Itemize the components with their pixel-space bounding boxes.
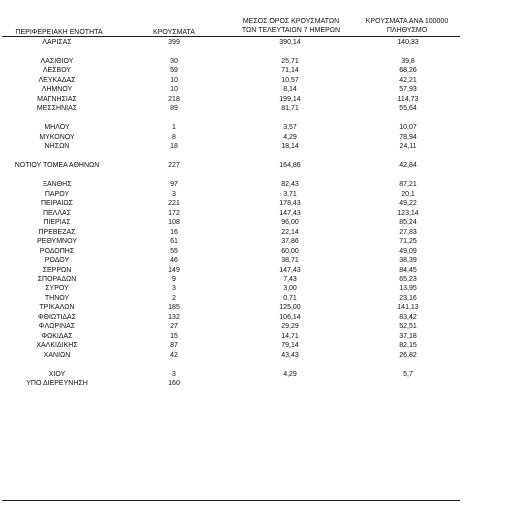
per100k-cell: 13,95 bbox=[399, 285, 417, 293]
avg7-cell: 178,43 bbox=[279, 200, 301, 208]
cases-cell: 185 bbox=[168, 304, 180, 312]
table-row bbox=[0, 379, 510, 388]
avg7-cell: 147,43 bbox=[279, 209, 301, 217]
table-spacer-row bbox=[0, 152, 510, 161]
table-row bbox=[0, 303, 510, 312]
table-row bbox=[0, 104, 510, 113]
per100k-cell: 49,22 bbox=[399, 200, 417, 208]
avg7-cell: 106,14 bbox=[279, 313, 301, 321]
cases-cell: 59 bbox=[170, 67, 178, 75]
avg7-cell: 0,71 bbox=[283, 294, 297, 302]
unit-name-cell: ΧΙΟΥ bbox=[48, 370, 66, 378]
table-row bbox=[0, 228, 510, 237]
avg7-cell: 22,14 bbox=[281, 228, 299, 236]
table-spacer-row bbox=[0, 360, 510, 369]
unit-name-cell: ΡΟΔΟΠΗΣ bbox=[39, 247, 75, 255]
avg7-cell: 7,43 bbox=[283, 276, 297, 283]
per100k-cell: 123,14 bbox=[397, 209, 419, 217]
per100k-cell: 10,07 bbox=[399, 124, 417, 132]
avg7-cell: 3,71 bbox=[283, 190, 297, 198]
cases-cell: 227 bbox=[168, 162, 180, 170]
cases-cell: 1 bbox=[172, 124, 176, 132]
unit-name-cell: ΝΗΣΩΝ bbox=[44, 143, 70, 151]
column-header-cases: ΚΡΟΥΣΜΑΤΑ bbox=[153, 29, 195, 36]
per100k-cell: 82,15 bbox=[399, 342, 417, 350]
cases-cell: 132 bbox=[168, 313, 180, 321]
unit-name-cell: ΠΑΡΟΥ bbox=[44, 190, 70, 198]
table-row bbox=[0, 218, 510, 227]
per100k-cell: 23,16 bbox=[399, 294, 417, 302]
avg7-cell: 147,43 bbox=[279, 266, 301, 274]
unit-name-cell: ΞΑΝΘΗΣ bbox=[42, 181, 72, 189]
cases-cell: 61 bbox=[170, 238, 178, 246]
header-rule bbox=[2, 36, 460, 37]
unit-name-cell: ΜΑΓΝΗΣΙΑΣ bbox=[37, 95, 77, 103]
column-header-unit: ΠΕΡΙΦΕΡΕΙΑΚΗ ΕΝΟΤΗΤΑ bbox=[15, 29, 103, 36]
avg7-cell: 199,14 bbox=[279, 95, 301, 103]
avg7-cell: 18,14 bbox=[281, 143, 299, 151]
table-spacer-row bbox=[0, 47, 510, 56]
avg7-cell: 390,14 bbox=[279, 39, 301, 46]
per100k-cell: 52,51 bbox=[399, 323, 417, 331]
per100k-cell: 84,45 bbox=[399, 266, 417, 274]
unit-name-cell: ΧΑΛΚΙΔΙΚΗΣ bbox=[36, 342, 78, 350]
cases-cell: 27 bbox=[170, 323, 178, 331]
table-row bbox=[0, 294, 510, 303]
avg7-cell: 43,43 bbox=[281, 351, 299, 359]
cases-cell: 18 bbox=[170, 143, 178, 151]
column-header-per100k-line1: ΚΡΟΥΣΜΑΤΑ ΑΝΑ 100000 bbox=[365, 18, 449, 25]
per100k-cell: 114,73 bbox=[397, 95, 419, 103]
unit-name-cell: ΡΟΔΟΥ bbox=[44, 257, 70, 265]
per100k-cell: 26,82 bbox=[399, 351, 417, 359]
table-row bbox=[0, 322, 510, 331]
cases-cell: 221 bbox=[168, 200, 180, 208]
per100k-cell: 5,7 bbox=[403, 370, 413, 378]
unit-name-cell: ΣΥΡΟΥ bbox=[45, 285, 69, 293]
cases-cell: 149 bbox=[168, 266, 180, 274]
unit-name-cell: ΜΥΚΟΝΟΥ bbox=[39, 133, 75, 141]
unit-name-cell: ΤΡΙΚΑΛΩΝ bbox=[39, 304, 75, 312]
per100k-cell: 85,24 bbox=[399, 219, 417, 227]
unit-name-cell: ΦΛΩΡΙΝΑΣ bbox=[38, 323, 76, 331]
avg7-cell: 81,71 bbox=[281, 105, 299, 113]
avg7-cell: 4,29 bbox=[283, 133, 297, 141]
table-row bbox=[0, 76, 510, 85]
cases-cell: 16 bbox=[170, 228, 178, 236]
unit-name-cell: ΦΘΙΩΤΙΔΑΣ bbox=[37, 313, 77, 321]
table-spacer-row bbox=[0, 114, 510, 123]
unit-name-cell: ΤΗΝΟΥ bbox=[44, 294, 70, 302]
per100k-cell: 140,33 bbox=[397, 39, 419, 46]
per100k-cell: 78,94 bbox=[399, 133, 417, 141]
avg7-cell: 14,71 bbox=[281, 332, 299, 340]
per100k-cell: 42,21 bbox=[399, 76, 417, 84]
cases-cell: 3 bbox=[172, 370, 176, 378]
column-header-avg7-line2: ΤΩΝ ΤΕΛΕΥΤΑΙΩΝ 7 ΗΜΕΡΩΝ bbox=[241, 27, 341, 34]
unit-name-cell: ΛΑΡΙΣΑΣ bbox=[42, 39, 72, 46]
unit-name-cell: ΧΑΝΙΩΝ bbox=[43, 351, 71, 359]
table-row bbox=[0, 161, 510, 170]
cases-cell: 9 bbox=[172, 276, 176, 283]
cases-cell: 10 bbox=[170, 76, 178, 84]
table-row bbox=[0, 66, 510, 75]
per100k-cell: 27,83 bbox=[399, 228, 417, 236]
unit-name-cell: ΛΑΣΙΘΙΟΥ bbox=[40, 57, 74, 65]
avg7-cell: 4,29 bbox=[283, 370, 297, 378]
per100k-cell: 20,1 bbox=[401, 190, 415, 198]
cases-cell: 218 bbox=[168, 95, 180, 103]
table-row bbox=[0, 38, 510, 47]
table-row bbox=[0, 313, 510, 322]
unit-name-cell: ΜΕΣΣΗΝΙΑΣ bbox=[36, 105, 78, 113]
avg7-cell: 3,00 bbox=[283, 285, 297, 293]
unit-name-cell: ΣΕΡΡΩΝ bbox=[42, 266, 72, 274]
table-row bbox=[0, 57, 510, 66]
cases-cell: 15 bbox=[170, 332, 178, 340]
table-row bbox=[0, 256, 510, 265]
per100k-cell: 83,42 bbox=[399, 313, 417, 321]
cases-cell: 46 bbox=[170, 257, 178, 265]
avg7-cell: 164,86 bbox=[279, 162, 301, 170]
table-row bbox=[0, 95, 510, 104]
footer-rule bbox=[2, 500, 460, 501]
per100k-cell: 87,21 bbox=[399, 181, 417, 189]
cases-cell: 55 bbox=[170, 247, 178, 255]
cases-cell: 3 bbox=[172, 285, 176, 293]
table-row bbox=[0, 142, 510, 151]
avg7-cell: 125,00 bbox=[279, 304, 301, 312]
cases-cell: 8 bbox=[172, 133, 176, 141]
table-row bbox=[0, 199, 510, 208]
unit-name-cell: ΛΕΣΒΟΥ bbox=[42, 67, 72, 75]
table-row bbox=[0, 284, 510, 293]
unit-name-cell: ΜΗΛΟΥ bbox=[44, 124, 70, 132]
cases-cell: 399 bbox=[168, 39, 180, 46]
avg7-cell: 25,71 bbox=[281, 57, 299, 65]
unit-name-cell: ΣΠΟΡΑΔΩΝ bbox=[37, 276, 77, 283]
table-row bbox=[0, 190, 510, 199]
unit-name-cell: ΠΙΕΡΙΑΣ bbox=[43, 219, 71, 227]
cases-cell: 172 bbox=[168, 209, 180, 217]
avg7-cell: 96,00 bbox=[281, 219, 299, 227]
cases-cell: 160 bbox=[168, 380, 180, 388]
cases-cell: 10 bbox=[170, 86, 178, 94]
per100k-cell: 39,8 bbox=[401, 57, 415, 65]
table-row bbox=[0, 275, 510, 284]
table-row bbox=[0, 180, 510, 189]
table-row bbox=[0, 370, 510, 379]
unit-name-cell: ΠΕΛΛΑΣ bbox=[42, 209, 72, 217]
unit-name-cell: ΛΕΥΚΑΔΑΣ bbox=[38, 76, 76, 84]
header-region-avg7 bbox=[232, 17, 350, 35]
unit-name-cell: ΠΡΕΒΕΖΑΣ bbox=[38, 228, 76, 236]
table-row bbox=[0, 133, 510, 142]
avg7-cell: 37,86 bbox=[281, 238, 299, 246]
per100k-cell: 65,23 bbox=[399, 276, 417, 283]
per100k-cell: 141,13 bbox=[397, 304, 419, 312]
cases-cell: 42 bbox=[170, 351, 178, 359]
avg7-cell: 71,14 bbox=[281, 67, 299, 75]
cases-cell: 108 bbox=[168, 219, 180, 227]
cases-cell: 97 bbox=[170, 181, 178, 189]
table-row bbox=[0, 351, 510, 360]
table-row bbox=[0, 266, 510, 275]
column-header-per100k-line2: ΠΛΗΘΥΣΜΟ bbox=[386, 27, 428, 34]
avg7-cell: 38,71 bbox=[281, 257, 299, 265]
cases-cell: 87 bbox=[170, 342, 178, 350]
table-row bbox=[0, 341, 510, 350]
per100k-cell: 68,26 bbox=[399, 67, 417, 75]
avg7-cell: 29,29 bbox=[281, 323, 299, 331]
cases-cell: 3 bbox=[172, 190, 176, 198]
table-row bbox=[0, 85, 510, 94]
table-row bbox=[0, 123, 510, 132]
avg7-cell: 10,57 bbox=[281, 76, 299, 84]
unit-name-cell: ΥΠΟ ΔΙΕΡΕΥΝΗΣΗ bbox=[26, 380, 88, 388]
per100k-cell: 49,09 bbox=[399, 247, 417, 255]
unit-name-cell: ΛΗΜΝΟΥ bbox=[41, 86, 73, 94]
per100k-cell: 37,18 bbox=[399, 332, 417, 340]
avg7-cell: 82,43 bbox=[281, 181, 299, 189]
cases-cell: 89 bbox=[170, 105, 178, 113]
unit-name-cell: ΠΕΙΡΑΙΩΣ bbox=[41, 200, 73, 208]
table-row bbox=[0, 209, 510, 218]
avg7-cell: 79,14 bbox=[281, 342, 299, 350]
cases-cell: 2 bbox=[172, 294, 176, 302]
table-row bbox=[0, 237, 510, 246]
per100k-cell: 38,39 bbox=[399, 257, 417, 265]
per100k-cell: 42,84 bbox=[399, 162, 417, 170]
unit-name-cell: ΝΟΤΙΟΥ ΤΟΜΕΑ ΑΘΗΝΩΝ bbox=[14, 162, 100, 170]
per100k-cell: 55,64 bbox=[399, 105, 417, 113]
avg7-cell: 8,14 bbox=[283, 86, 297, 94]
avg7-cell: 60,00 bbox=[281, 247, 299, 255]
unit-name-cell: ΡΕΘΥΜΝΟΥ bbox=[36, 238, 77, 246]
table-row bbox=[0, 332, 510, 341]
cases-cell: 30 bbox=[170, 57, 178, 65]
per100k-cell: 57,93 bbox=[399, 86, 417, 94]
column-header-avg7-line1: ΜΕΣΟΣ ΟΡΟΣ ΚΡΟΥΣΜΑΤΩΝ bbox=[242, 18, 340, 25]
per100k-cell: 71,25 bbox=[399, 238, 417, 246]
unit-name-cell: ΦΩΚΙΔΑΣ bbox=[41, 332, 73, 340]
header-region-per100k bbox=[352, 17, 462, 35]
avg7-cell: 3,57 bbox=[283, 124, 297, 132]
table-row bbox=[0, 247, 510, 256]
per100k-cell: 24,11 bbox=[399, 143, 417, 151]
table-spacer-row bbox=[0, 171, 510, 180]
